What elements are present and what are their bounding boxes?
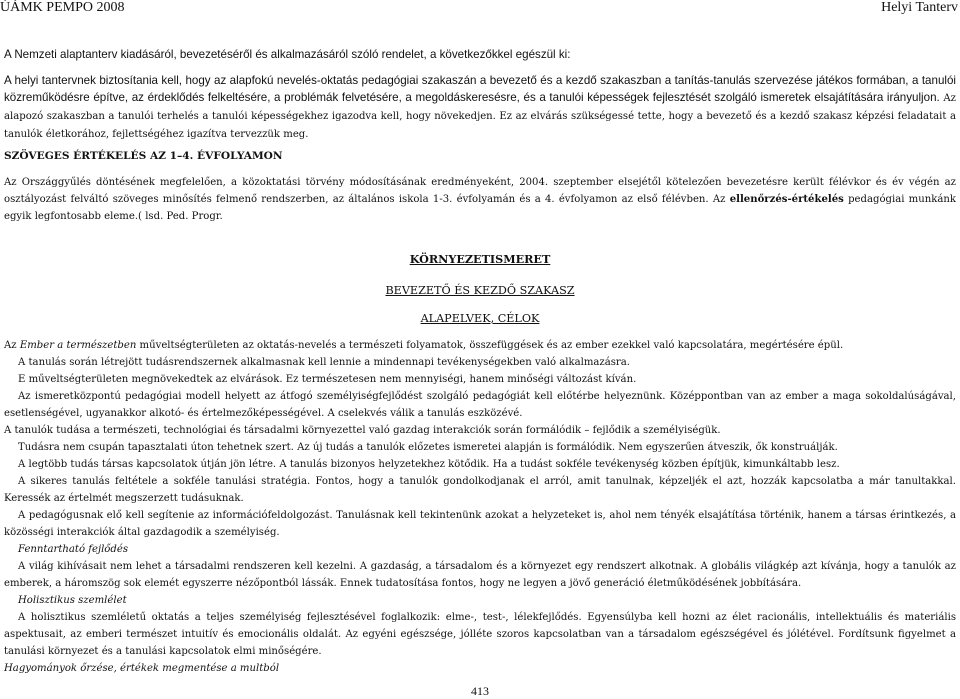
paragraph-4: Az ismeretközpontú pedagógiai modell helyett az átfogó személyiségfejlődést szolgáló pedagógiát kell előtérbe helyeznünk. Középpontban van az ember a maga sokoldalúságával, esetlenségével, ugyanakkor alkotó- és értelmezőképességével. A cselekvés válik a tanulás eszközévé. <box>4 391 956 419</box>
document-body <box>4 46 956 677</box>
subheading-holistic: Holisztikus szemlélet <box>18 595 127 606</box>
section-heading-evaluation: SZÖVEGES ÉRTÉKELÉS AZ 1–4. ÉVFOLYAMON <box>4 150 283 162</box>
evaluation-paragraph-b: pedagógiai munkánk egyik legfontosabb eleme.( lsd. Ped. Progr. <box>4 194 957 222</box>
subheading-sustainable: Fenntartható fejlődés <box>18 544 129 555</box>
p5-b: Ez természetesen nem mennyiségi, hanem minőségi változást kíván. <box>285 374 637 385</box>
curriculum-paragraph-a: A helyi tantervnek biztosítania kell, hogy az alapfokú nevelés-oktatás pedagógiai szakaszán a bevezető és a kezdő szakaszban a tanítás-tanulás szervezése játékos formában, a tanulói közreműködésre építve, az érdeklődés felkeltésére, a problémák felvetésére, a megoldáskeresésre, és a tanulói képességek fejlesztését szolgáló ismeretek elsajátítására irányuljon. <box>4 74 956 104</box>
p8-b: Az új tudás a tanulók előzetes ismeretei alapján is formálódik. Nem egyszerűen átveszik, ők konstruálják. <box>297 442 838 453</box>
evaluation-paragraph <box>4 174 956 225</box>
header-right: Helyi Tanterv <box>881 0 958 15</box>
paragraph-2: A tanulás során létrejött tudásrendszernek alkalmasnak kell lennie a mindennapi tevékenységekben való alkalmazásra. <box>18 357 630 368</box>
p3-lead: Az <box>4 340 17 351</box>
subject-title: KÖRNYEZETISMERET <box>409 252 551 266</box>
stage-title: BEVEZETŐ ÉS KEZDŐ SZAKASZ <box>385 284 575 297</box>
paragraph-1 <box>4 337 956 354</box>
p3-rest: műveltségterületen az oktatás-nevelés a természeti folyamatok, összefüggések és az ember ezekkel való kapcsolatára, megértésére épül. <box>139 340 844 351</box>
page-header <box>0 0 960 22</box>
p5-a: E műveltségterületen megnövekedtek az elvárások. <box>18 374 283 385</box>
header-left: ÚÁMK PEMPO 2008 <box>0 0 125 15</box>
paragraph-3 <box>4 371 956 388</box>
paragraph-6 <box>4 439 956 456</box>
paragraph-11: A holisztikus szemléletű oktatás a teljes személyiség fejlesztésével foglalkozik: elme-, test-, lélekfejlődés. Egyensúlyba kell hozni az élet racionális, intellektuális és materiális aspektusait, az emberi természet intuitív és emocionális oldalát. Az egyéni egészsége, jólléte szoros kapcsolatban van a társadalom egészségével és jólétével. Fordítsunk figyelmet a tanulási környezet és a tanulási kapcsolatok elmi minőségére. <box>4 612 956 657</box>
p8-a: Tudásra nem csupán tapasztalati úton tehetnek szert. <box>18 442 294 453</box>
curriculum-paragraph-b: Az alapozó szakaszban a tanulói terhelés a tanulói képességekhez igazodva kell, hogy növekedjen. Ez az elvárás szükségessé tette, hogy a bevezető és a kezdő szakasz képzési feladatait a tanulók életkorához, fejlettségéhez igazítva tervezzük meg. <box>4 93 956 140</box>
evaluation-bold: ellenőrzés-értékelés <box>729 194 844 205</box>
p9-a: A legtöbb tudás társas kapcsolatok útján jön létre. <box>18 459 277 470</box>
paragraph-10: A világ kihívásait nem lehet a társadalmi rendszeren kell kezelni. A gazdaság, a társadalom és a környezet egy rendszert alkotnak. A globális világkép azt kívánja, hogy a tanulók az emberek, a háromszög sok elemét egyszerre nézőpontból lássák. Ennek tudatosítása fontos, hogy ne legyen a jövő generáció életműködésének jobbítására. <box>4 561 956 589</box>
page-number: 413 <box>471 684 489 698</box>
intro-text: A Nemzeti alaptanterv kiadásáról, bevezetéséről és alkalmazásáról szóló rendelet, a következőkkel egészül ki: <box>4 48 571 61</box>
p3-italic: Ember a természetben <box>19 340 137 351</box>
paragraph-8: A sikeres tanulás feltétele a sokféle tanulási stratégia. Fontos, hogy a tanulók gondolkodjanak el arról, amit tanulnak, képzeljék el azt, hozzák kapcsolatba a már tanultakkal. Keressék az értelmét megszerzett tudásuknak. <box>4 476 956 504</box>
evaluation-paragraph-a: Az Országgyűlés döntésének megfelelően, a közoktatási törvény módosításának eredményeként, 2004. szeptember elsejétől kötelezően bevezetésre került félévkor és év végén az osztályozást felváltó szöveges minősítés felmenő rendszerben, az általános iskola 1-3. évfolyamán és a 4. évfolyamon az első félévben. Az <box>4 177 956 205</box>
subheading-traditions: Hagyományok őrzése, értékek megmentése a multból <box>4 663 280 674</box>
paragraph-9: A pedagógusnak elő kell segítenie az információfeldolgozást. Tanulásnak kell tekintenünk azokat a helyzeteket is, ahol nem tényék elsajátítása történik, hanem a társas érintkezés, a közösségi interakciók által gazdagodik a személyiség. <box>4 510 956 538</box>
curriculum-paragraph <box>4 72 956 143</box>
paragraph-5: A tanulók tudása a természeti, technológiai és társadalmi környezettel való gazdag interakciók során formálódik – fejlődik a személyiségük. <box>4 425 721 436</box>
paragraph-7 <box>4 456 956 473</box>
principles-title: ALAPELVEK, CÉLOK <box>420 312 540 325</box>
p9-b: A tanulás bizonyos helyzetekhez kötődik. Ha a tudást sokféle tevékenység közben építjük, kimunkáltabb lesz. <box>279 459 840 470</box>
